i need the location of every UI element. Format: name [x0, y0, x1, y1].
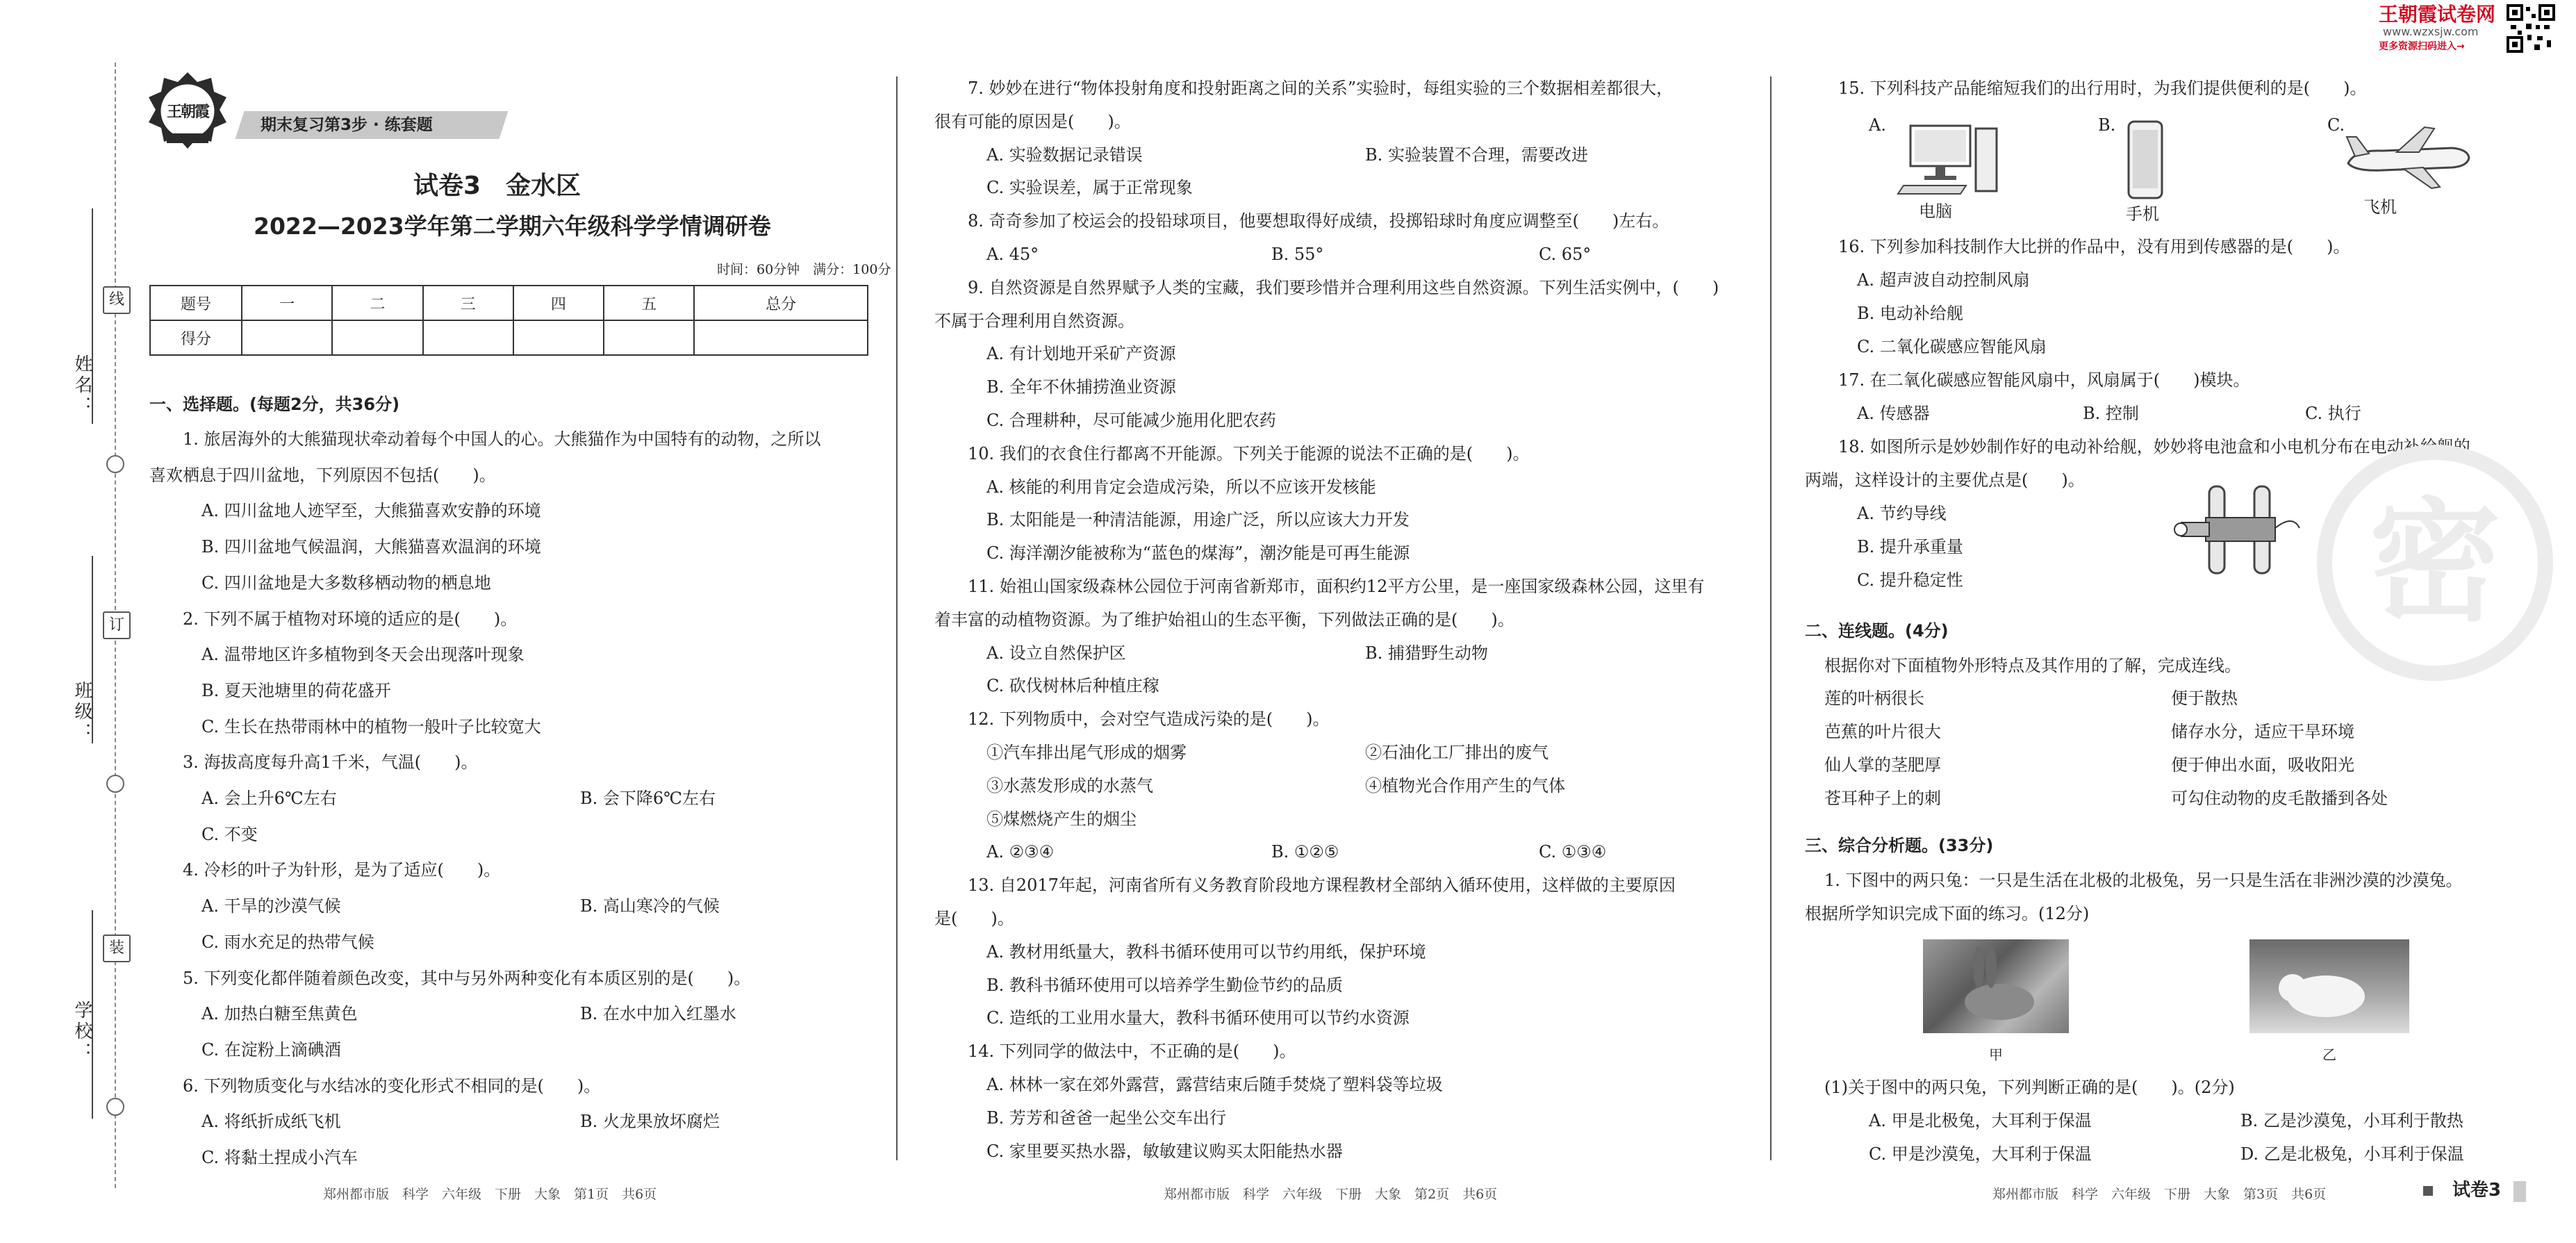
- col3mid-line: A. 超声波自动控制风扇: [1857, 270, 2030, 290]
- col3mid-line: 18. 如图所示是妙妙制作好的电动补给舰，妙妙将电池盒和小电机分布在电动补给舰的: [1838, 437, 2470, 456]
- col1-line: A. 温带地区许多植物到冬天会出现落叶现象: [201, 645, 525, 665]
- col3mid-line: B. 提升承重量: [1857, 537, 1963, 557]
- col3mid-line: C. 提升稳定性: [1857, 570, 1963, 590]
- score-table: [149, 285, 868, 356]
- col2-line: 8. 奇奇参加了校运会的投铅球项目，他要想取得好成绩，投掷铅球时角度应调整至( )左右。: [968, 211, 1669, 231]
- col1-line: 1. 旅居海外的大熊猫现状牵动着每个中国人的心。大熊猫作为中国特有的动物，之所以: [183, 429, 821, 449]
- col3mid-line: A. 传感器: [1857, 404, 1930, 423]
- section-1-title: 一、选择题。(每题2分，共36分): [149, 395, 400, 414]
- matching-right-item[interactable]: 储存水分，适应干旱环境: [2171, 722, 2354, 741]
- col1-option-right: B. 高山寒冷的气候: [580, 896, 720, 916]
- col2-line: 很有可能的原因是( )。: [934, 111, 1131, 131]
- col3mid-line: A. 节约导线: [1857, 504, 1947, 523]
- q15-option-c-caption: 飞机: [2363, 197, 2397, 217]
- photo-label-a: 甲: [1989, 1046, 2003, 1063]
- col2-line: 着丰富的动植物资源。为了维护始祖山的生态平衡，下列做法正确的是( )。: [934, 609, 1514, 629]
- col2-line: B. 教科书循环使用可以培养学生勤俭节约的品质: [986, 975, 1343, 995]
- section-3-q1-line1: 1. 下图中的两只兔：一只是生活在北极的北极兔，另一只是生活在非洲沙漠的沙漠兔。: [1824, 871, 2463, 890]
- score-cell[interactable]: [694, 320, 868, 355]
- score-header-2: 二: [332, 286, 422, 320]
- corner-tag-bar: [2513, 1181, 2526, 1202]
- score-header-3: 三: [423, 286, 513, 320]
- col2-line: 13. 自2017年起，河南省所有义务教育阶段地方课程教材全部纳入循环使用，这样做的主要原因: [968, 875, 1676, 896]
- score-row-label: 得分: [150, 320, 242, 355]
- score-cell[interactable]: [423, 320, 513, 355]
- binding-tag-2: 订: [103, 611, 131, 639]
- col1-line: A. 会上升6℃左右: [201, 789, 337, 808]
- col2-option-mid: B. ①②⑤: [1271, 842, 1339, 862]
- col3mid-option-right: C. 执行: [2305, 404, 2361, 423]
- paper-title: 试卷3 金水区: [413, 172, 581, 200]
- paper-subtitle: 2022—2023学年第二学期六年级科学学情调研卷: [254, 213, 771, 240]
- col2-line: 10. 我们的衣食住行都离不开能源。下列关于能源的说法不正确的是( )。: [968, 443, 1530, 463]
- col2-line: C. 合理耕种，尽可能减少施用化肥农药: [986, 411, 1276, 430]
- col1-line: 5. 下列变化都伴随着颜色改变，其中与另外两种变化有本质区别的是( )。: [183, 968, 751, 988]
- col2-line: ③水蒸发形成的水蒸气: [986, 775, 1153, 796]
- col1-line: A. 四川盆地人迹罕至，大熊猫喜欢安静的环境: [201, 501, 541, 521]
- col2-option-right: B. 捕猎野生动物: [1365, 643, 1488, 663]
- column-divider-1: [896, 76, 898, 1160]
- col1-line: C. 生长在热带雨林中的植物一般叶子比较宽大: [201, 716, 541, 736]
- col3mid-line: 两端，这样设计的主要优点是( )。: [1805, 470, 2085, 490]
- col2-line: B. 太阳能是一种清洁能源，用途广泛，所以应该大力开发: [986, 510, 1410, 530]
- col2-line: C. 造纸的工业用水量大，教科书循环使用可以节约水资源: [986, 1008, 1410, 1028]
- col2-option-right: ④植物光合作用产生的气体: [1365, 775, 1565, 796]
- col1-line: 4. 冷杉的叶子为针形，是为了适应( )。: [183, 860, 501, 880]
- supply-ship-image: [2171, 479, 2310, 584]
- col2-line: 9. 自然资源是自然界赋予人类的宝藏，我们要珍惜并合理利用这些自然资源。下列生活实例中，( ): [968, 277, 1719, 297]
- section-2-title: 二、连线题。(4分): [1805, 621, 1949, 641]
- col2-line: A. 有计划地开采矿产资源: [986, 344, 1176, 364]
- col3mid-line: B. 电动补给舰: [1857, 304, 1963, 323]
- col2-line: A. 林林一家在郊外露营，露营结束后随手焚烧了塑料袋等垃圾: [986, 1075, 1443, 1094]
- sec3-option-c: C. 甲是沙漠兔，大耳利于保温: [1869, 1144, 2092, 1164]
- col3mid-line: C. 二氧化碳感应智能风扇: [1857, 337, 2047, 356]
- confidential-stamp: [2317, 445, 2553, 681]
- col2-option-right: C. ①③④: [1539, 842, 1607, 862]
- q15-option-c: [2327, 115, 2480, 226]
- col1-line: 喜欢栖息于四川盆地，下列原因不包括( )。: [149, 465, 496, 485]
- col1-line: 3. 海拔高度每升高1千米，气温( )。: [183, 752, 478, 773]
- airplane-icon: [2341, 122, 2473, 191]
- rabbit-photo-b: [2249, 939, 2409, 1033]
- score-header-5: 五: [604, 286, 694, 320]
- col1-line: B. 夏天池塘里的荷花盛开: [201, 680, 391, 700]
- q15-option-a-letter: A.: [1869, 115, 1886, 135]
- col2-line: A. 设立自然保护区: [986, 643, 1126, 663]
- corner-tag: 试卷3: [2452, 1180, 2502, 1201]
- col1-line: 2. 下列不属于植物对环境的适应的是( )。: [183, 609, 518, 629]
- col2-line: 11. 始祖山国家级森林公园位于河南省新郑市，面积约12平方公里，是一座国家级森林公园，这里有: [968, 577, 1705, 596]
- score-header-4: 四: [513, 286, 604, 320]
- col1-line: C. 四川盆地是大多数移栖动物的栖息地: [201, 573, 491, 593]
- col3mid-line: 17. 在二氧化碳感应智能风扇中，风扇属于( )模块。: [1838, 370, 2250, 390]
- col2-line: A. 教材用纸量大，教科书循环使用可以节约用纸，保护环境: [986, 941, 1426, 962]
- q15-option-b: [2098, 115, 2237, 226]
- col2-line: A. ②③④: [986, 842, 1055, 862]
- col1-line: C. 将黏土捏成小汽车: [201, 1148, 358, 1167]
- col2-line: 7. 妙妙在进行“物体投射角度和投射距离之间的关系”实验时，每组实验的三个数据相差都很大，: [968, 79, 1674, 98]
- col1-line: A. 将纸折成纸飞机: [201, 1112, 341, 1132]
- col2-option-mid: B. 55°: [1271, 245, 1324, 264]
- col1-option-right: B. 火龙果放坏腐烂: [580, 1112, 720, 1132]
- col2-line: 14. 下列同学的做法中，不正确的是( )。: [968, 1042, 1296, 1062]
- q15-option-a-caption: 电脑: [1919, 201, 1952, 221]
- watermark-url: www.wzxsjw.com: [2383, 25, 2479, 38]
- binding-tag-1: 线: [103, 286, 131, 314]
- matching-left-item[interactable]: 芭蕉的叶片很大: [1824, 722, 1941, 741]
- col2-line: C. 家里要买热水器，敏敏建议购买太阳能热水器: [986, 1141, 1343, 1161]
- q15-option-b-caption: 手机: [2126, 204, 2159, 224]
- score-header-total: 总分: [694, 286, 868, 320]
- col1-line: B. 四川盆地气候温润，大熊猫喜欢温润的环境: [201, 537, 541, 557]
- section-3-title: 三、综合分析题。(33分): [1805, 836, 1994, 855]
- name-label: 姓名：: [72, 354, 92, 417]
- matching-left-item[interactable]: 苍耳种子上的刺: [1824, 789, 1941, 808]
- matching-right-item[interactable]: 可勾住动物的皮毛散播到各处: [2171, 789, 2388, 808]
- sec3-option-d: D. 乙是北极兔，小耳利于保温: [2240, 1144, 2464, 1164]
- matching-right-item[interactable]: 便于散热: [2171, 689, 2238, 708]
- section-2-intro: 根据你对下面植物外形特点及其作用的了解，完成连线。: [1824, 656, 2241, 675]
- col3mid-option-mid: B. 控制: [2083, 404, 2139, 423]
- binding-tag-3: 装: [103, 935, 131, 962]
- col2-line: C. 实验误差，属于正常现象: [986, 178, 1193, 198]
- col2-option-right: B. 实验装置不合理，需要改进: [1365, 145, 1588, 165]
- score-cell[interactable]: [332, 320, 422, 355]
- matching-left-item[interactable]: 莲的叶柄很长: [1824, 689, 1924, 708]
- brand-logo-text: 王朝霞: [166, 103, 208, 121]
- col2-line: B. 全年不休捕捞渔业资源: [986, 377, 1176, 397]
- sec3-option-a: A. 甲是北极兔，大耳利于保温: [1869, 1111, 2092, 1130]
- school-label: 学校：: [72, 1001, 92, 1063]
- time-info: 时间：60分钟 满分：100分: [717, 262, 891, 277]
- col2-line: B. 芳芳和爸爸一起坐公交车出行: [986, 1108, 1226, 1128]
- matching-right-item[interactable]: 便于伸出水面，吸收阳光: [2171, 755, 2354, 775]
- review-badge-text: 期末复习第3步 · 练套题: [261, 116, 433, 134]
- column-divider-2: [1770, 76, 1772, 1160]
- binding-hole-1: [106, 455, 124, 473]
- matching-left-item[interactable]: 仙人掌的茎肥厚: [1824, 755, 1941, 775]
- q15-option-a: [1869, 115, 2008, 226]
- col3mid-line: 16. 下列参加科技制作大比拼的作品中，没有用到传感器的是( )。: [1838, 237, 2350, 256]
- score-header-no: 题号: [150, 286, 242, 320]
- col1-line: 6. 下列物质变化与水结冰的变化形式不相同的是( )。: [183, 1076, 601, 1096]
- col3top-line: 15. 下列科技产品能缩短我们的出行用时，为我们提供便利的是( )。: [1838, 79, 2367, 98]
- col2-line: A. 45°: [986, 245, 1039, 264]
- confidential-stamp-text: 密: [2368, 486, 2501, 639]
- section-3-q1-line2: 根据所学知识完成下面的练习。(12分): [1805, 904, 2090, 923]
- section-3-subquestion: (1)关于图中的两只兔，下列判断正确的是( )。(2分): [1824, 1078, 2235, 1097]
- col2-line: A. 核能的利用肯定会造成污染，所以不应该开发核能: [986, 477, 1376, 497]
- photo-label-b: 乙: [2322, 1046, 2336, 1063]
- sec3-option-b: B. 乙是沙漠兔，小耳利于散热: [2240, 1111, 2463, 1130]
- col2-option-right: ②石油化工厂排出的废气: [1365, 743, 1549, 762]
- score-header-1: 一: [242, 286, 332, 320]
- computer-icon: [1897, 122, 2001, 198]
- col1-option-right: B. 在水中加入红墨水: [580, 1004, 736, 1024]
- score-cell[interactable]: [242, 320, 332, 355]
- q15-option-c-letter: C.: [2327, 115, 2345, 135]
- corner-tag-mark: [2423, 1186, 2433, 1196]
- col1-line: C. 雨水充足的热带气候: [201, 932, 374, 952]
- brand-logo: [146, 69, 229, 153]
- col1-line: A. 加热白糖至焦黄色: [201, 1004, 358, 1024]
- col2-option-right: C. 65°: [1539, 245, 1592, 264]
- q15-option-b-letter: B.: [2098, 115, 2116, 135]
- binding-hole-2: [106, 775, 124, 793]
- rabbit-photo-a: [1923, 939, 2069, 1033]
- qr-code-icon: [2507, 4, 2555, 53]
- col2-line: A. 实验数据记录错误: [986, 145, 1143, 165]
- col2-line: 不属于合理利用自然资源。: [934, 311, 1134, 331]
- col1-line: C. 不变: [201, 824, 258, 844]
- class-label: 班级：: [72, 681, 92, 743]
- col1-line: A. 干旱的沙漠气候: [201, 896, 341, 916]
- col2-line: 是( )。: [934, 909, 1014, 928]
- col1-line: C. 在淀粉上滴碘酒: [201, 1039, 341, 1060]
- col1-option-right: B. 会下降6℃左右: [580, 789, 716, 808]
- footer-page-2: 郑州都市版 科学 六年级 下册 大象 第2页 共6页: [1164, 1187, 1498, 1202]
- footer-page-3: 郑州都市版 科学 六年级 下册 大象 第3页 共6页: [1992, 1187, 2327, 1202]
- col2-line: ⑤煤燃烧产生的烟尘: [986, 809, 1137, 829]
- score-cell[interactable]: [513, 320, 604, 355]
- col2-line: C. 海洋潮汐能被称为“蓝色的煤海”，潮汐能是可再生能源: [986, 543, 1410, 563]
- footer-page-1: 郑州都市版 科学 六年级 下册 大象 第1页 共6页: [323, 1187, 657, 1202]
- phone-icon: [2119, 119, 2174, 202]
- score-cell[interactable]: [604, 320, 694, 355]
- col2-line: 12. 下列物质中，会对空气造成污染的是( )。: [968, 709, 1330, 730]
- watermark-brand: 王朝霞试卷网: [2379, 3, 2496, 26]
- col2-line: C. 砍伐树林后种植庄稼: [986, 676, 1159, 696]
- binding-hole-3: [106, 1098, 124, 1116]
- watermark-slogan: 更多资源扫码进入→: [2379, 41, 2465, 52]
- col2-line: ①汽车排出尾气形成的烟雾: [986, 743, 1187, 762]
